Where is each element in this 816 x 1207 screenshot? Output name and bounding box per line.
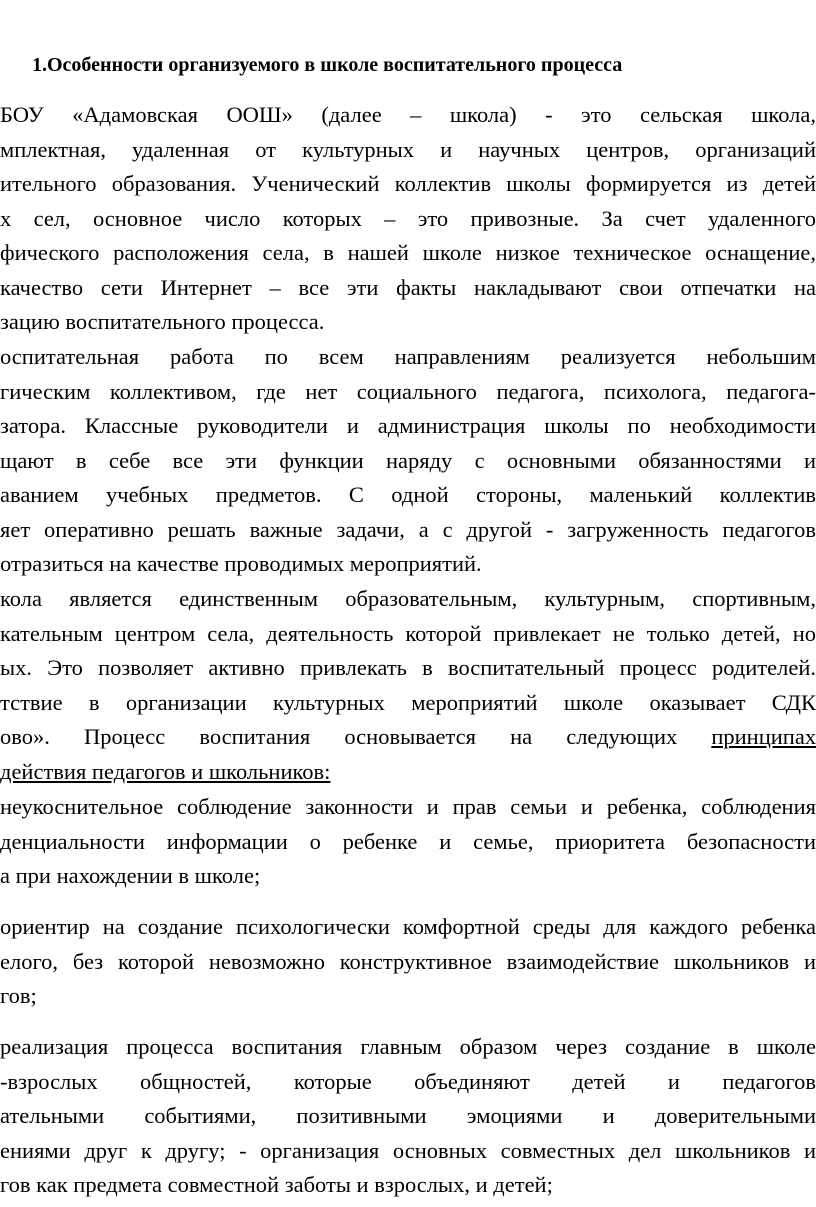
underlined-word: принципах <box>711 724 816 749</box>
text-line: х сел, основное число которых – это привозные. За счет удаленного <box>0 205 816 231</box>
text-line: ениями друг к другу; - организация основных совместных дел школьников и <box>0 1137 816 1163</box>
text-line: ительного образования. Ученический коллектив школы формируется из детей <box>0 171 816 196</box>
text-line: денциальности информации о ребенке и семье, приоритета безопасности <box>0 828 816 854</box>
text-line: затора. Классные руководители и администрация школы по необходимости <box>0 413 816 438</box>
text-line: оспитательная работа по всем направлениям реализуется небольшим <box>0 344 816 369</box>
text-line: а при нахождении в школе; <box>0 863 261 888</box>
text-line: качество сети Интернет – все эти факты накладывают свои отпечатки на <box>0 274 816 300</box>
text-line: кола является единственным образовательным, культурным, спортивным, <box>0 586 816 611</box>
text-line: фического расположения села, в нашей школе низкое техническое оснащение, <box>0 240 816 265</box>
text-line: гов; <box>0 983 37 1008</box>
text-line: яет оперативно решать важные задачи, а с другой - загруженность педагогов <box>0 516 816 542</box>
text-line: гическим коллективом, где нет социального педагога, психолога, педагога- <box>0 378 816 404</box>
text-line: мплектная, удаленная от культурных и научных центров, организаций <box>0 136 816 162</box>
text-line: тствие в организации культурных мероприятий школе оказывает СДК <box>0 689 816 715</box>
text-line: кательным центром села, деятельность которой привлекает не только детей, но <box>0 620 816 646</box>
text-line: БОУ «Адамовская ООШ» (далее – школа) - это сельская школа, <box>0 102 816 127</box>
text-line: щают в себе все эти функции наряду с основными обязанностями и <box>0 447 816 473</box>
text-line: неукоснительное соблюдение законности и прав семьи и ребенка, соблюдения <box>0 794 816 819</box>
text-line: зацию воспитательного процесса. <box>0 309 325 334</box>
text-line: ых. Это позволяет активно привлекать в воспитательный процесс родителей. <box>0 655 816 680</box>
text-line: -взрослых общностей, которые объединяют детей и педагогов <box>0 1068 816 1094</box>
text-line: ово». Процесс воспитания основывается на следующих принципах <box>0 724 816 749</box>
text-line: действия педагогов и школьников: <box>0 758 331 784</box>
text-line: гов как предмета совместной заботы и взрослых, и детей; <box>0 1172 553 1197</box>
text-line: ориентир на создание психологически комфортной среды для каждого ребенка <box>0 914 816 939</box>
section-heading: 1.Особенности организуемого в школе воспитательного процесса <box>32 54 623 76</box>
text-line: отразиться на качестве проводимых мероприятий. <box>0 551 482 576</box>
text-line: аванием учебных предметов. С одной стороны, маленький коллектив <box>0 482 816 507</box>
text-line: реализация процесса воспитания главным образом через создание в школе <box>0 1034 816 1059</box>
text-line: ательными событиями, позитивными эмоциями и доверительными <box>0 1103 816 1128</box>
text-line: елого, без которой невозможно конструктивное взаимодействие школьников и <box>0 948 816 974</box>
